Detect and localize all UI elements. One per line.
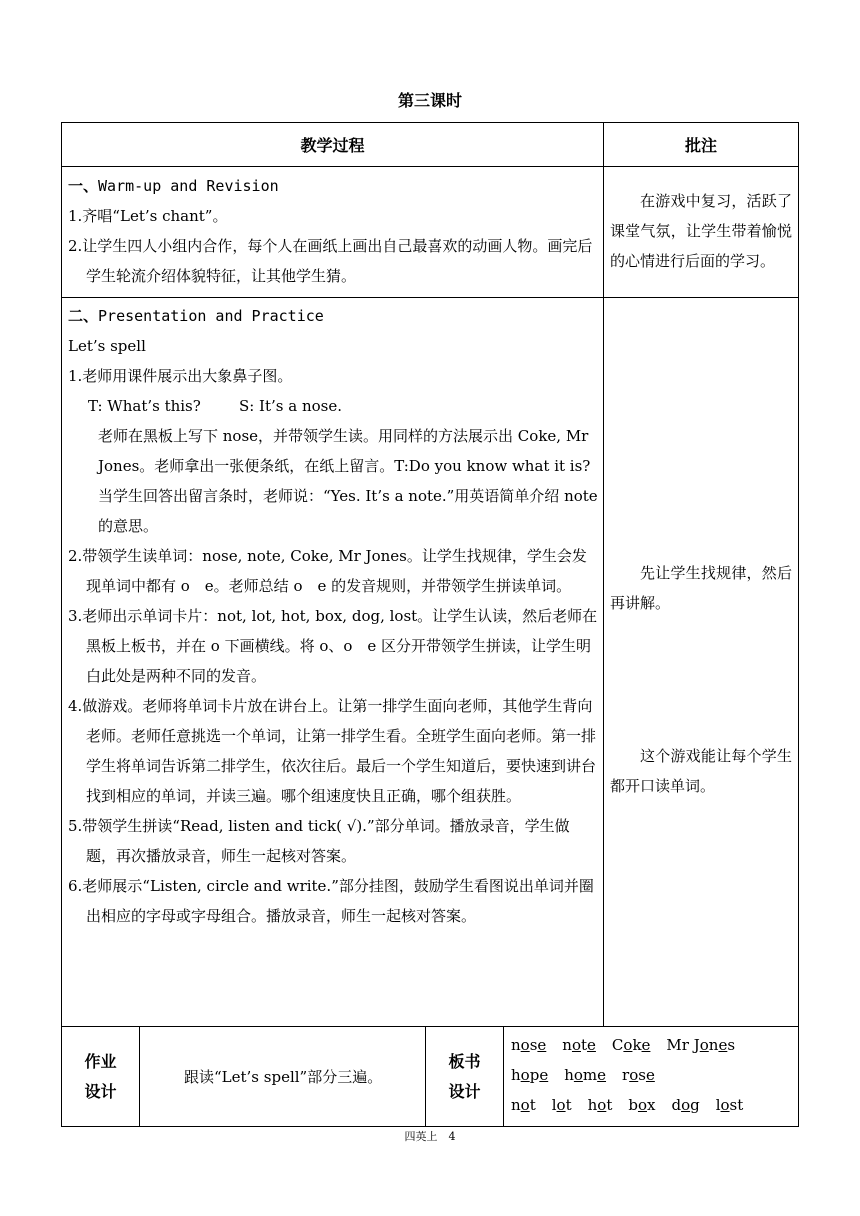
section2-item-1: 1.老师用课件展示出大象鼻子图。 xyxy=(68,367,293,385)
section2-item-2: 2.带领学生读单词：nose, note, Coke, Mr Jones。让学生找规律，学生会发现单词中都有 o e。老师总结 o e 的发音规则，并带领学生拼读单词。 xyxy=(68,547,587,595)
board-label: 板书 设计 xyxy=(448,1051,481,1101)
board-row-1: nose note Coke Mr Jones xyxy=(511,1036,736,1054)
col-divider-main xyxy=(603,122,604,1027)
homework-label: 作业 设计 xyxy=(84,1051,117,1101)
table-border-bottom xyxy=(61,1126,799,1127)
section2-note-a: 先让学生找规律，然后再讲解。 xyxy=(610,564,792,612)
row-divider-header xyxy=(61,166,799,167)
header-notes: 批注 xyxy=(684,136,717,155)
section2-item-5: 5.带领学生拼读“Read, listen and tick( √).”部分单词。播放录音，学生做题，再次播放录音，师生一起核对答案。 xyxy=(68,817,570,865)
board-row-3: not lot hot box dog lost xyxy=(511,1096,744,1114)
header-process: 教学过程 xyxy=(300,136,365,155)
board-row-2: hope home rose xyxy=(511,1066,655,1084)
section1-heading: 一、Warm-up and Revision xyxy=(68,177,279,195)
page-footer: 四英上 4 xyxy=(404,1130,456,1143)
section1-content xyxy=(68,171,598,291)
section2-item-1-detail: 老师在黑板上写下 nose，并带领学生读。用同样的方法展示出 Coke, Mr Jones。老师拿出一张便条纸，在纸上留言。T:Do you know what it is?当学生回答出留言条时，老师说：“Yes. It’s a note.”用英语简单介绍 note 的意思。 xyxy=(98,427,598,535)
col-divider-b3 xyxy=(503,1026,504,1127)
section2-sub: Let’s spell xyxy=(68,337,146,355)
section2-content xyxy=(68,301,598,931)
section2-item-3: 3.老师出示单词卡片：not, lot, hot, box, dog, lost。让学生认读，然后老师在黑板上板书，并在 o 下画横线。将 o、o e 区分开带领学生拼读，让学生明白此处是两种不同的发音。 xyxy=(68,607,598,685)
section2-item-6: 6.老师展示“Listen, circle and write.”部分挂图，鼓励学生看图说出单词并圈出相应的字母或字母组合。播放录音，师生一起核对答案。 xyxy=(68,877,594,925)
section1-item-1: 1.齐唱“Let’s chant”。 xyxy=(68,207,228,225)
board-content xyxy=(511,1030,796,1120)
page-title: 第三课时 xyxy=(397,91,462,110)
section1-note: 在游戏中复习，活跃了课堂气氛，让学生带着愉悦的心情进行后面的学习。 xyxy=(610,192,792,270)
section2-note-b: 这个游戏能让每个学生都开口读单词。 xyxy=(610,747,792,795)
section2-item-4: 4.做游戏。老师将单词卡片放在讲台上。让第一排学生面向老师，其他学生背向老师。老师任意挑选一个单词，让第一排学生看。全班学生面向老师。第一排学生将单词告诉第二排学生，依次往后。最后一个学生知道后，要快速到讲台找到相应的单词，并读三遍。哪个组速度快且正确，哪个组获胜。 xyxy=(68,697,597,805)
section1-item-2: 2.让学生四人小组内合作，每个人在画纸上画出自己最喜欢的动画人物。画完后学生轮流介绍体貌特征，让其他学生猜。 xyxy=(68,237,593,285)
section2-dialog: T: What’s this? S: It’s a nose. xyxy=(88,397,342,415)
section2-heading: 二、Presentation and Practice xyxy=(68,307,324,325)
table-border-left xyxy=(61,122,62,1127)
homework-content: 跟读“Let’s spell”部分三遍。 xyxy=(184,1067,383,1086)
row-divider-1 xyxy=(61,297,799,298)
table-border-right xyxy=(798,122,799,1127)
